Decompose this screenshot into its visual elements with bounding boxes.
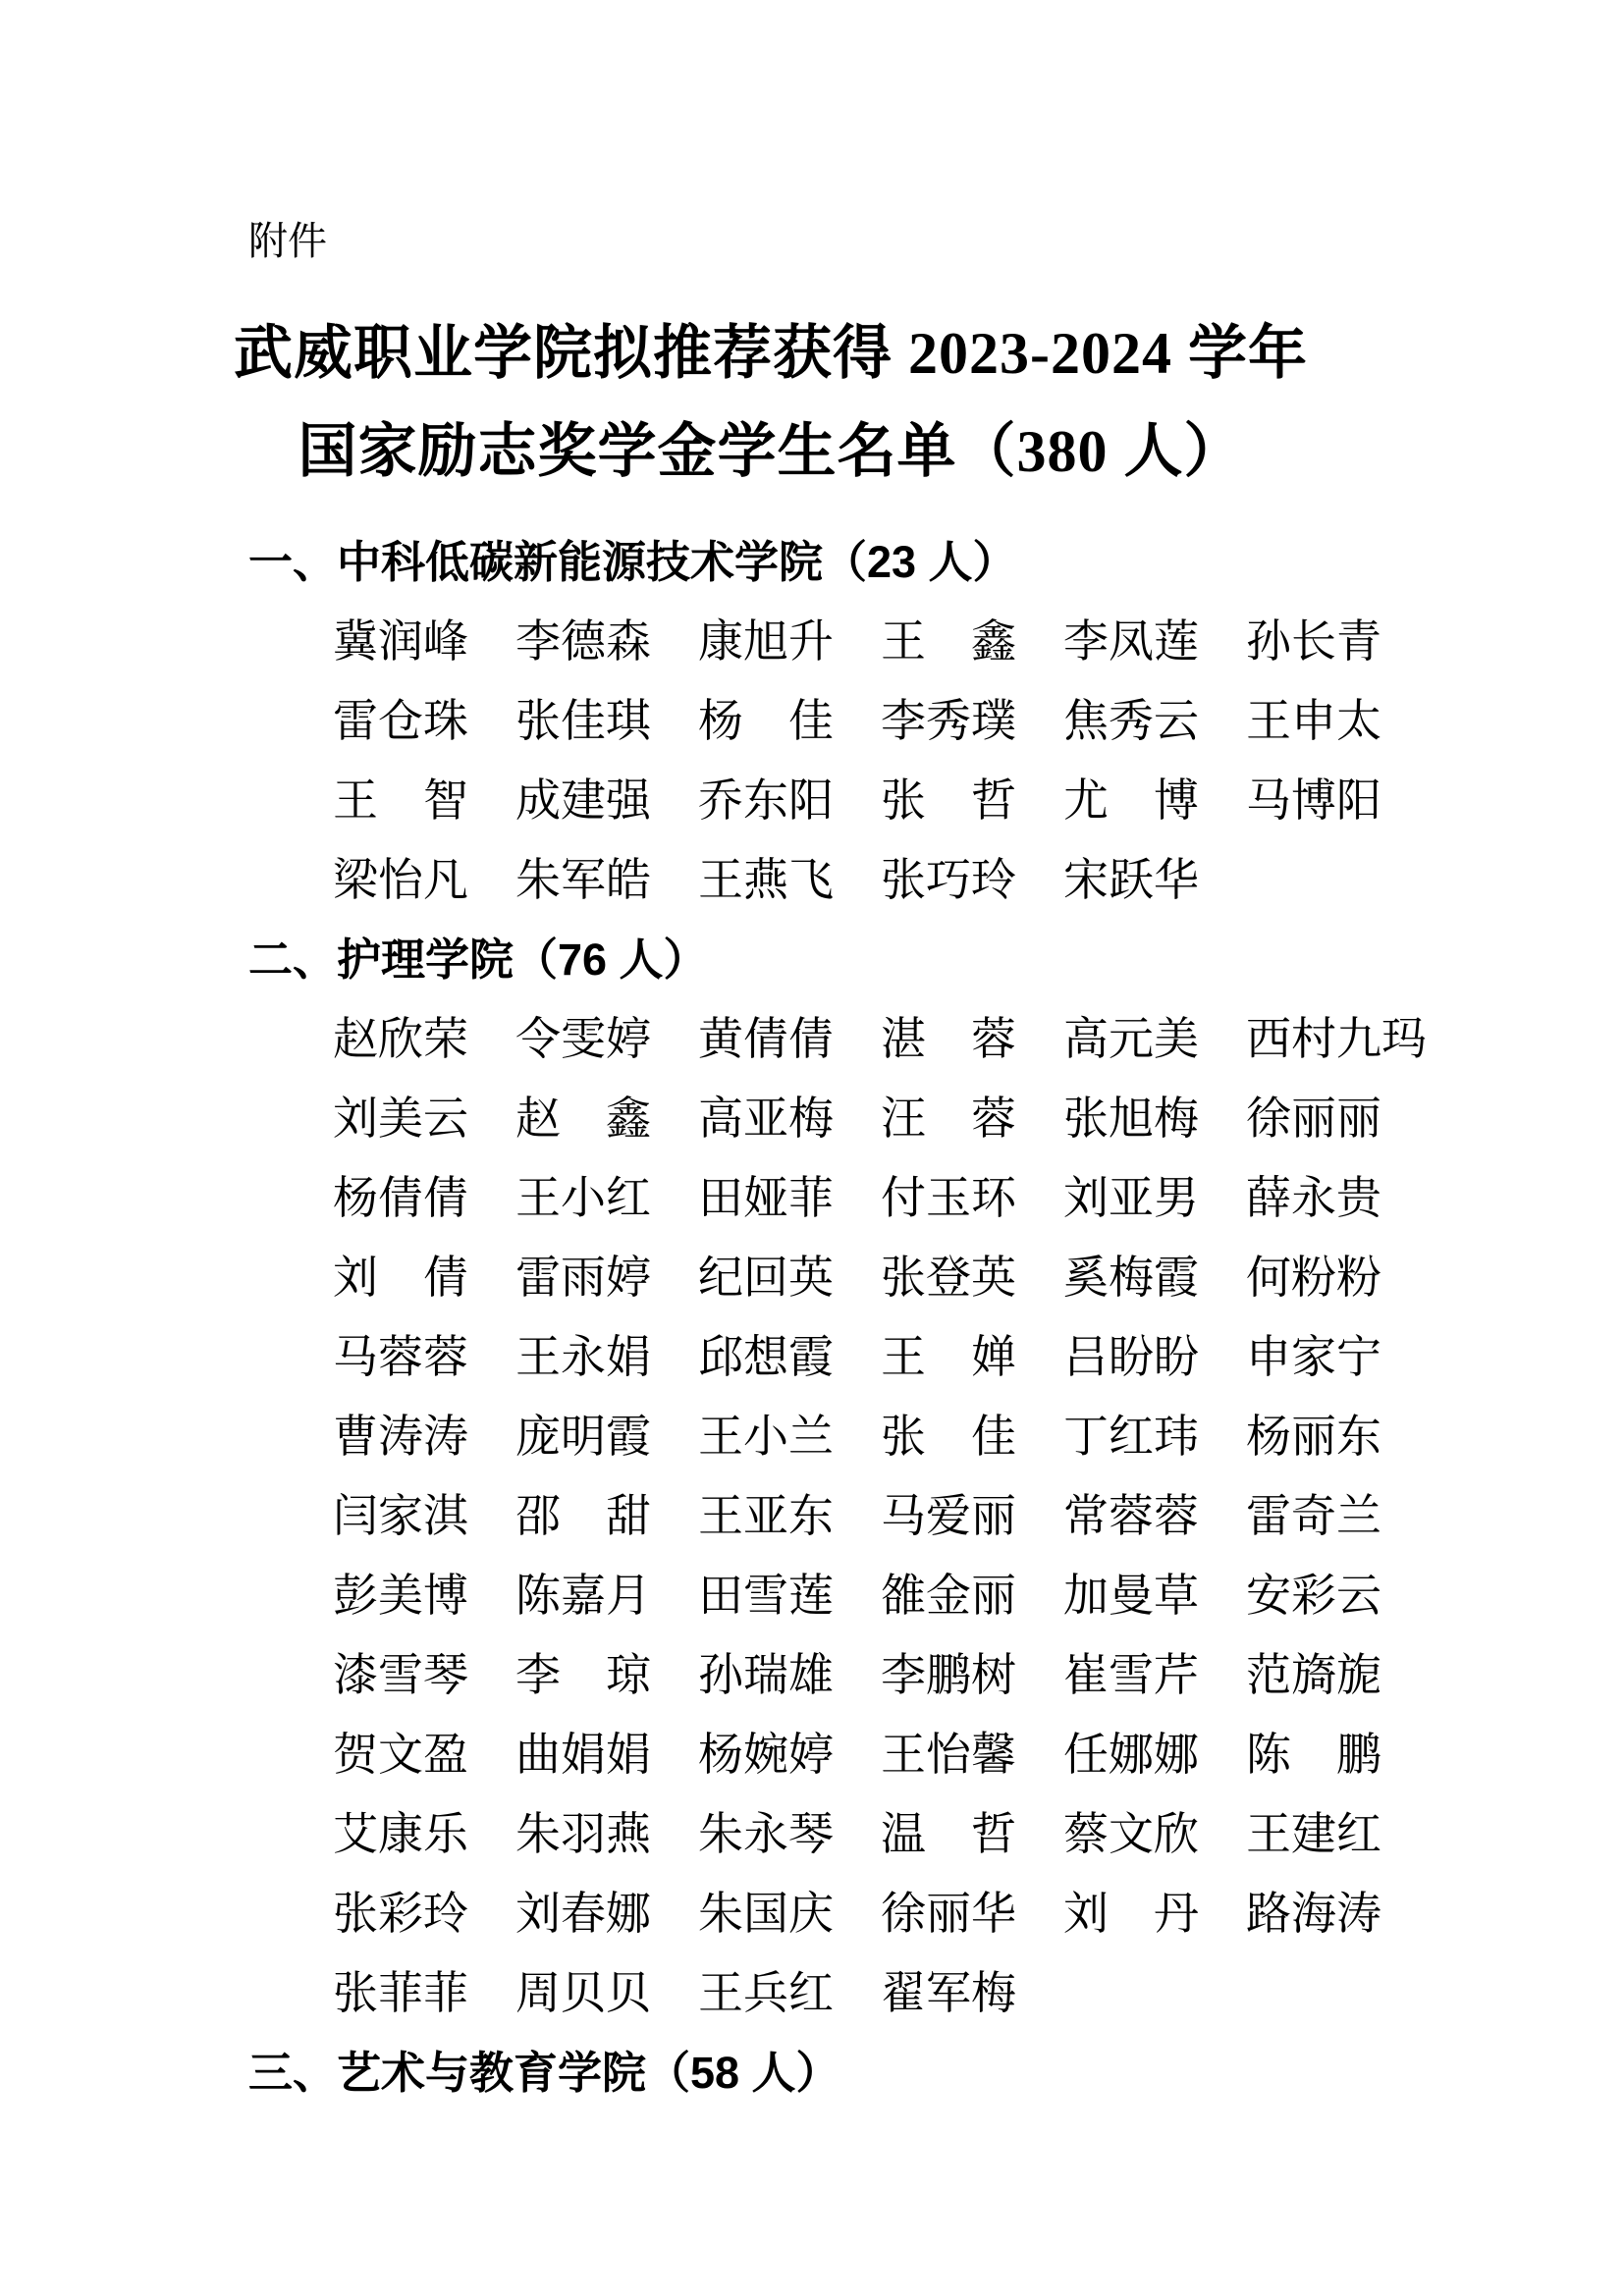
student-name: 高亚梅 — [698, 1094, 834, 1144]
student-name: 王小红 — [515, 1173, 651, 1223]
student-name: 王申太 — [1246, 696, 1381, 746]
student-name: 高元美 — [1063, 1014, 1199, 1064]
student-name: 杨 佳 — [698, 696, 834, 746]
student-name: 马蓉蓉 — [333, 1332, 468, 1382]
section-heading-3: 三、艺术与教育学院（58 人） — [248, 2048, 840, 2098]
student-name: 张 佳 — [881, 1412, 1016, 1462]
student-name: 何粉粉 — [1246, 1253, 1381, 1303]
student-name: 朱军皓 — [515, 855, 651, 905]
student-name: 常蓉蓉 — [1063, 1491, 1199, 1541]
student-name: 路海涛 — [1246, 1889, 1381, 1939]
student-name: 翟军梅 — [881, 1968, 1016, 2018]
name-row — [333, 602, 1624, 681]
student-name: 蔡文欣 — [1063, 1809, 1199, 1859]
student-name: 曹涛涛 — [333, 1412, 468, 1462]
student-name: 尤 博 — [1063, 775, 1199, 826]
student-name: 庞明霞 — [515, 1412, 651, 1462]
name-row — [333, 681, 1624, 761]
student-name: 张旭梅 — [1063, 1094, 1199, 1144]
student-name: 雷雨婷 — [515, 1253, 651, 1303]
name-row — [333, 999, 1624, 1079]
name-row — [333, 1953, 1624, 2033]
student-name: 周贝贝 — [515, 1968, 651, 2018]
student-name: 雒金丽 — [881, 1571, 1016, 1621]
student-name: 张登英 — [881, 1253, 1016, 1303]
student-name: 雷奇兰 — [1246, 1491, 1381, 1541]
student-name: 崔雪芹 — [1063, 1650, 1199, 1700]
student-name: 宋跃华 — [1063, 855, 1199, 905]
sections-container — [0, 522, 1624, 2112]
student-name: 朱永琴 — [698, 1809, 834, 1859]
student-name: 张巧玲 — [881, 855, 1016, 905]
student-name: 安彩云 — [1246, 1571, 1381, 1621]
student-name: 赵 鑫 — [515, 1094, 651, 1144]
student-name: 杨倩倩 — [333, 1173, 468, 1223]
student-name: 王永娟 — [515, 1332, 651, 1382]
student-name: 冀润峰 — [333, 616, 468, 667]
student-name: 王兵红 — [698, 1968, 834, 2018]
name-row — [333, 1397, 1624, 1476]
student-name: 艾康乐 — [333, 1809, 468, 1859]
student-name: 贺文盈 — [333, 1730, 468, 1780]
student-name: 刘美云 — [333, 1094, 468, 1144]
student-name: 马爱丽 — [881, 1491, 1016, 1541]
student-name: 张佳琪 — [515, 696, 651, 746]
name-row — [333, 761, 1624, 840]
name-row — [333, 1556, 1624, 1635]
student-name: 李秀璞 — [881, 696, 1016, 746]
student-name: 张彩玲 — [333, 1889, 468, 1939]
name-row — [333, 1715, 1624, 1794]
student-name: 邱想霞 — [698, 1332, 834, 1382]
student-name: 奚梅霞 — [1063, 1253, 1199, 1303]
student-name: 闫家淇 — [333, 1491, 468, 1541]
student-name: 田娅菲 — [698, 1173, 834, 1223]
student-name: 朱羽燕 — [515, 1809, 651, 1859]
student-name: 温 哲 — [881, 1809, 1016, 1859]
student-name: 李鹏树 — [881, 1650, 1016, 1700]
student-name: 西村九玛 — [1246, 1014, 1427, 1064]
student-name: 李 琼 — [515, 1650, 651, 1700]
section-heading-2: 二、护理学院（76 人） — [248, 934, 708, 985]
student-name: 黄倩倩 — [698, 1014, 834, 1064]
student-name: 马博阳 — [1246, 775, 1381, 826]
student-name: 陈 鹏 — [1246, 1730, 1381, 1780]
student-name: 朱国庆 — [698, 1889, 834, 1939]
student-name: 王 智 — [333, 775, 468, 826]
student-name: 刘亚男 — [1063, 1173, 1199, 1223]
student-name: 付玉环 — [881, 1173, 1016, 1223]
student-name: 薛永贵 — [1246, 1173, 1381, 1223]
student-name: 王怡馨 — [881, 1730, 1016, 1780]
student-name: 加曼草 — [1063, 1571, 1199, 1621]
student-name: 王燕飞 — [698, 855, 834, 905]
student-name: 申家宁 — [1246, 1332, 1381, 1382]
student-name: 焦秀云 — [1063, 696, 1199, 746]
name-row — [333, 1158, 1624, 1238]
student-name: 王小兰 — [698, 1412, 834, 1462]
student-name: 邵 甜 — [515, 1491, 651, 1541]
student-name: 赵欣荣 — [333, 1014, 468, 1064]
name-row — [333, 1874, 1624, 1953]
student-name: 孙长青 — [1246, 616, 1381, 667]
student-name: 彭美博 — [333, 1571, 468, 1621]
student-name: 李德森 — [515, 616, 651, 667]
student-name: 吕盼盼 — [1063, 1332, 1199, 1382]
name-row — [333, 1476, 1624, 1556]
attachment-label: 附件 — [248, 220, 327, 263]
student-name: 陈嘉月 — [515, 1571, 651, 1621]
name-row — [333, 840, 1624, 920]
student-name: 刘 丹 — [1063, 1889, 1199, 1939]
name-row — [333, 1794, 1624, 1874]
name-row — [333, 1238, 1624, 1317]
student-name: 康旭升 — [698, 616, 834, 667]
name-row — [333, 1635, 1624, 1715]
student-name: 任娜娜 — [1063, 1730, 1199, 1780]
student-name: 曲娟娟 — [515, 1730, 651, 1780]
student-name: 雷仓珠 — [333, 696, 468, 746]
student-name: 湛 蓉 — [881, 1014, 1016, 1064]
student-name: 漆雪琴 — [333, 1650, 468, 1700]
student-name: 王建红 — [1246, 1809, 1381, 1859]
student-name: 梁怡凡 — [333, 855, 468, 905]
student-name: 乔东阳 — [698, 775, 834, 826]
section-heading-1: 一、中科低碳新能源技术学院（23 人） — [248, 537, 1017, 587]
student-name: 王 婵 — [881, 1332, 1016, 1382]
student-name: 田雪莲 — [698, 1571, 834, 1621]
student-name: 成建强 — [515, 775, 651, 826]
student-name: 徐丽华 — [881, 1889, 1016, 1939]
student-name: 徐丽丽 — [1246, 1094, 1381, 1144]
name-row — [333, 1079, 1624, 1158]
student-name: 杨丽东 — [1246, 1412, 1381, 1462]
student-name: 刘 倩 — [333, 1253, 468, 1303]
title-line-2: 国家励志奖学金学生名单（380 人） — [298, 419, 1244, 484]
name-row — [333, 1317, 1624, 1397]
student-name: 令雯婷 — [515, 1014, 651, 1064]
student-name: 李凤莲 — [1063, 616, 1199, 667]
title-line-1: 武威职业学院拟推荐获得 2023-2024 学年 — [234, 321, 1308, 386]
student-name: 汪 蓉 — [881, 1094, 1016, 1144]
student-name: 孙瑞雄 — [698, 1650, 834, 1700]
student-name: 杨婉婷 — [698, 1730, 834, 1780]
student-name: 刘春娜 — [515, 1889, 651, 1939]
student-name: 纪回英 — [698, 1253, 834, 1303]
student-name: 范旖旎 — [1246, 1650, 1381, 1700]
student-name: 王 鑫 — [881, 616, 1016, 667]
student-name: 丁红玮 — [1063, 1412, 1199, 1462]
student-name: 王亚东 — [698, 1491, 834, 1541]
student-name: 张菲菲 — [333, 1968, 468, 2018]
student-name: 张 哲 — [881, 775, 1016, 826]
document-title — [167, 304, 1375, 501]
